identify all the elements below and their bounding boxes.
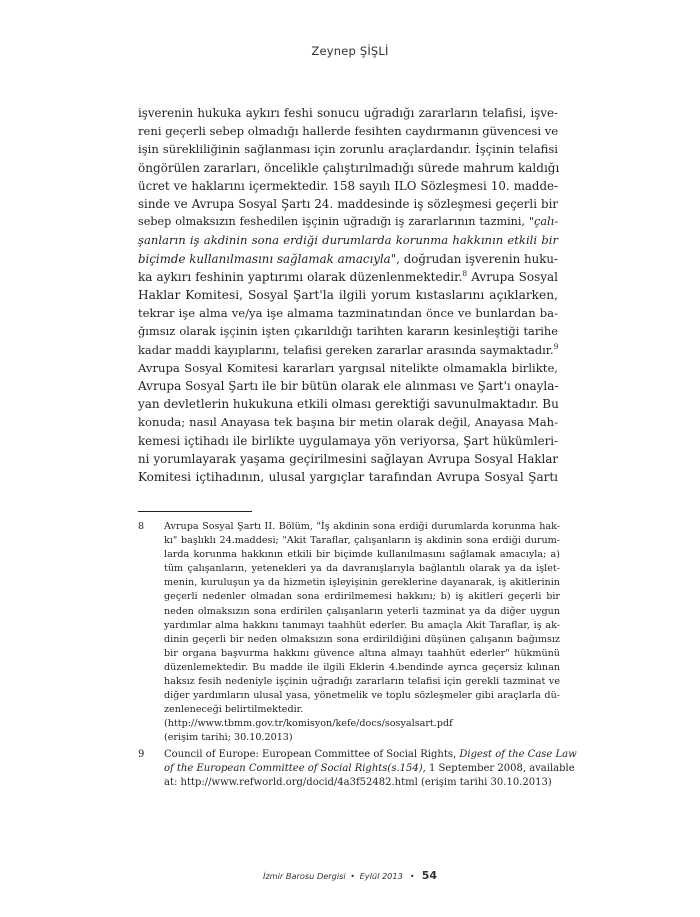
body-paragraph	[138, 104, 558, 486]
footnote-number: 8	[138, 521, 145, 532]
text-line: sinde ve Avrupa Sosyal Şartı 24. maddesinde iş sözleşmesi geçerli bir	[138, 197, 558, 212]
text-line: reni geçerli sebep olmadığı hallerde fesihten caydırmanın güvencesi ve	[138, 124, 559, 139]
page-number: 54	[421, 869, 438, 882]
footnote-line: haksız fesih nedeniyle işçinin uğradığı zararların telafisi için gerekli tazminat ve	[164, 676, 560, 688]
journal-name: İzmir Barosu Dergisi • Eylül 2013	[262, 871, 403, 881]
footnote-number: 9	[138, 748, 145, 760]
text-line: ka aykırı feshinin yaptırımı olarak düzenlenmektedir.$^8$ Avrupa Sosyal	[138, 268, 559, 284]
text-line: ğımsız olarak işçinin işten çıkarıldığı tarihten kararın kesinleştiği tarihe	[138, 324, 558, 339]
text-line: ni yorumlayarak yaşama geçirilmesini sağlayan Avrupa Sosyal Haklar	[138, 451, 558, 466]
footnote-line: menin, kuruluşun ya da hizmetin işleyişinin gereklerine dayanarak, iş akitlerinin	[164, 577, 560, 589]
footnote-8	[138, 520, 560, 746]
footnote-line: geçerli nedenler olmadan sona erdirilmemesi hakkını; b) iş akitleri geçerli bir	[164, 591, 560, 603]
text-line: Komitesi içtihadının, ulusal yargıçlar tarafından Avrupa Sosyal Şartı	[138, 470, 558, 485]
text-line: işin sürekliliğinin sağlanması için zorunlu araçlardandır. İşçinin telafisi	[138, 142, 558, 157]
footnote-line: düzenlemektedir. Bu madde ile ilgili Eklerin 4.bendinde ayrıca geçersiz kılınan	[164, 661, 560, 673]
footnote-line: Avrupa Sosyal Şartı II. Bölüm, "İş akdinin sona erdiği durumlarda korunma hak-	[164, 521, 560, 532]
text-line: ücret ve haklarını içermektedir. 158 sayılı ILO Sözleşmesi 10. madde-	[138, 178, 558, 193]
footnote-line: Council of Europe: European Committee of Social Rights, Digest of the Case Law	[164, 748, 577, 760]
footnote-access-date: (erişim tarihi; 30.10.2013)	[164, 732, 293, 744]
footnote-line: of the European Committee of Social Rights(s.154), 1 September 2008, available	[164, 762, 575, 774]
text-line: sebep olmaksızın feshedilen işçinin uğradığı iş zararlarının tazmini, "çalı-	[138, 215, 558, 229]
page-footer	[0, 864, 700, 883]
footnote-line: neden olmaksızın sona erdirilen çalışanların yeterli tazminat ya da diğer uygun	[164, 605, 560, 617]
footnote-line: yardımlar alma hakkını tanımayı taahhüt ederler. Bu amaçla Akit Taraflar, iş ak-	[164, 619, 560, 631]
footnote-line: bir organa başvurma hakkını güvence altına almayı taahhüt ederler" hükmünü	[164, 647, 560, 659]
text-line: kemesi içtihadı ile birlikte uygulamaya yön veriyorsa, Şart hükümleri-	[138, 433, 558, 448]
footnote-line: at: http://www.refworld.org/docid/4a3f52482.html (erişim tarihi 30.10.2013)	[164, 777, 552, 789]
footnote-url: (http://www.tbmm.gov.tr/komisyon/kefe/docs/sosyalsart.pdf	[164, 718, 453, 730]
text-line: yan devletlerin hukukuna etkili olması gerektiği savunulmaktadır. Bu	[138, 397, 559, 412]
footnote-line: tüm çalışanların, yetenekleri ya da davranışlarıyla bağlantılı olarak ya da işlet-	[164, 563, 560, 575]
text-line: Haklar Komitesi, Sosyal Şart'la ilgili yorum kıstaslarını açıklarken,	[138, 288, 558, 303]
footnote-ref[interactable]: 8	[462, 268, 468, 278]
footnote-line: dinin geçerli bir neden olmaksızın sona erdirildiğini düşünen çalışanın bağımsız	[164, 633, 560, 645]
footnotes	[138, 520, 577, 791]
text-line: işverenin hukuka aykırı feshi sonucu uğradığı zararların telafisi, işve-	[138, 106, 558, 120]
footnote-separator	[138, 511, 252, 512]
footnote-line: larda korunma hakkının etkili bir biçimde kullanılmasını sağlamak amacıyla; a)	[164, 549, 560, 561]
text-line: Avrupa Sosyal Şartı ile bir bütün olarak ele alınması ve Şart'ı onayla-	[138, 379, 559, 394]
running-head: Zeynep ŞİŞLİ	[311, 44, 389, 58]
text-line: şanların iş akdinin sona erdiği durumlarda korunma hakkının etkili bir	[138, 233, 558, 248]
footnote-line: diğer yardımların ulusal yasa, yönetmelik ve toplu sözleşmeler gibi araçlarla dü-	[164, 690, 560, 702]
footnote-line: zenleneceği belirtilmektedir.	[164, 704, 304, 716]
footnote-line: kı" başlıklı 24.maddesi; "Akit Taraflar, çalışanların iş akdinin sona erdiği durum-	[164, 535, 560, 547]
text-line: biçimde kullanılmasını sağlamak amacıyla", doğrudan işverenin huku-	[138, 251, 558, 266]
footnote-9	[138, 748, 577, 791]
footnote-ref[interactable]: 9	[553, 341, 559, 351]
text-line: konuda; nasıl Anayasa tek başına bir metin olarak değil, Anayasa Mah-	[138, 415, 558, 430]
text-line: öngörülen zararları, öncelikle çalıştırılmadığı sürede mahrum kaldığı	[138, 160, 560, 175]
text-line: tekrar işe alma ve/ya işe almama tazminatından önce ve bunlardan ba-	[138, 306, 558, 321]
text-line: Avrupa Sosyal Komitesi kararları yargısal nitelikte olmamakla birlikte,	[138, 360, 558, 375]
footer-bullet: •	[409, 872, 415, 881]
text-line: kadar maddi kayıplarını, telafisi gereken zararlar arasında saymaktadır.$^9$	[138, 341, 559, 357]
